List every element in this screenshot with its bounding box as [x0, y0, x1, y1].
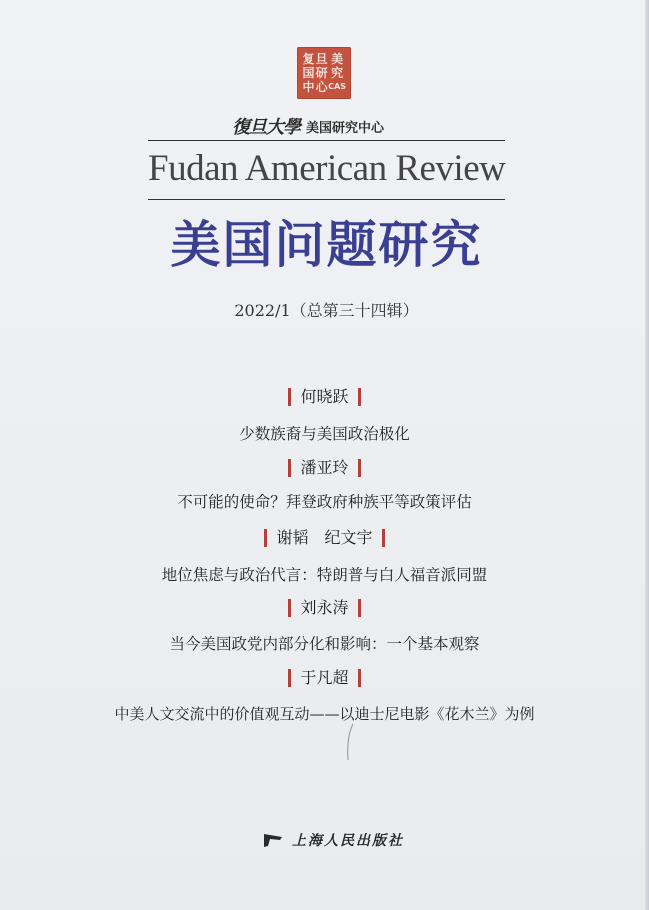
chinese-title: 美国问题研究	[170, 216, 483, 274]
article-author	[0, 527, 649, 549]
english-title: Fudan American Review	[148, 148, 506, 189]
seal-char: 心	[315, 80, 328, 94]
title-rule-bottom	[148, 199, 505, 200]
article-title: 地位焦虑与政治代言：特朗普与白人福音派同盟	[161, 566, 488, 584]
seal-grid	[302, 52, 346, 94]
article-title: 中美人文交流中的价值观互动——以迪士尼电影《花木兰》为例	[114, 705, 535, 723]
author-name: 何晓跃	[300, 387, 349, 406]
seal-stamp-icon	[297, 47, 351, 99]
author-bar-right	[358, 599, 361, 617]
author-name: 谢韬 纪文宇	[276, 528, 373, 547]
article-author	[0, 386, 649, 408]
author-bar-right	[358, 388, 361, 406]
pen-stroke-mark	[344, 722, 356, 762]
institution-line	[232, 113, 432, 139]
center-name: 美国研究中心	[306, 120, 385, 136]
author-name: 潘亚玲	[300, 458, 349, 477]
article-author	[0, 597, 649, 619]
issue-number: 2022/1（总第三十四辑）	[234, 301, 419, 320]
author-bar-right	[382, 529, 385, 547]
author-bar-left	[288, 669, 291, 687]
university-name: 復旦大學	[232, 117, 300, 138]
article-author	[0, 457, 649, 479]
author-bar-right	[358, 669, 361, 687]
seal-char: 研	[315, 66, 328, 80]
article-author	[0, 667, 649, 689]
publisher-name: 上海人民出版社	[292, 833, 404, 849]
article-title: 当今美国政党内部分化和影响：一个基本观察	[169, 635, 480, 653]
author-name: 刘永涛	[300, 598, 349, 617]
seal-char: CAS	[328, 82, 346, 91]
seal-char: 中	[302, 80, 315, 94]
seal-char: 复	[302, 52, 315, 66]
seal-char: 美	[331, 52, 344, 66]
article-title: 不可能的使命？拜登政府种族平等政策评估	[177, 493, 472, 511]
article-title: 少数族裔与美国政治极化	[239, 425, 410, 443]
author-bar-left	[288, 599, 291, 617]
cover-edge	[645, 0, 649, 910]
author-bar-left	[264, 529, 267, 547]
author-bar-left	[288, 388, 291, 406]
author-name: 于凡超	[300, 668, 349, 687]
seal-char: 旦	[315, 52, 328, 66]
publisher-logo-icon	[262, 831, 284, 849]
author-bar-left	[288, 459, 291, 477]
author-bar-right	[358, 459, 361, 477]
publisher	[262, 828, 404, 852]
title-rule-top	[148, 140, 505, 141]
seal-char: 究	[331, 66, 344, 80]
seal-char: 国	[302, 66, 315, 80]
